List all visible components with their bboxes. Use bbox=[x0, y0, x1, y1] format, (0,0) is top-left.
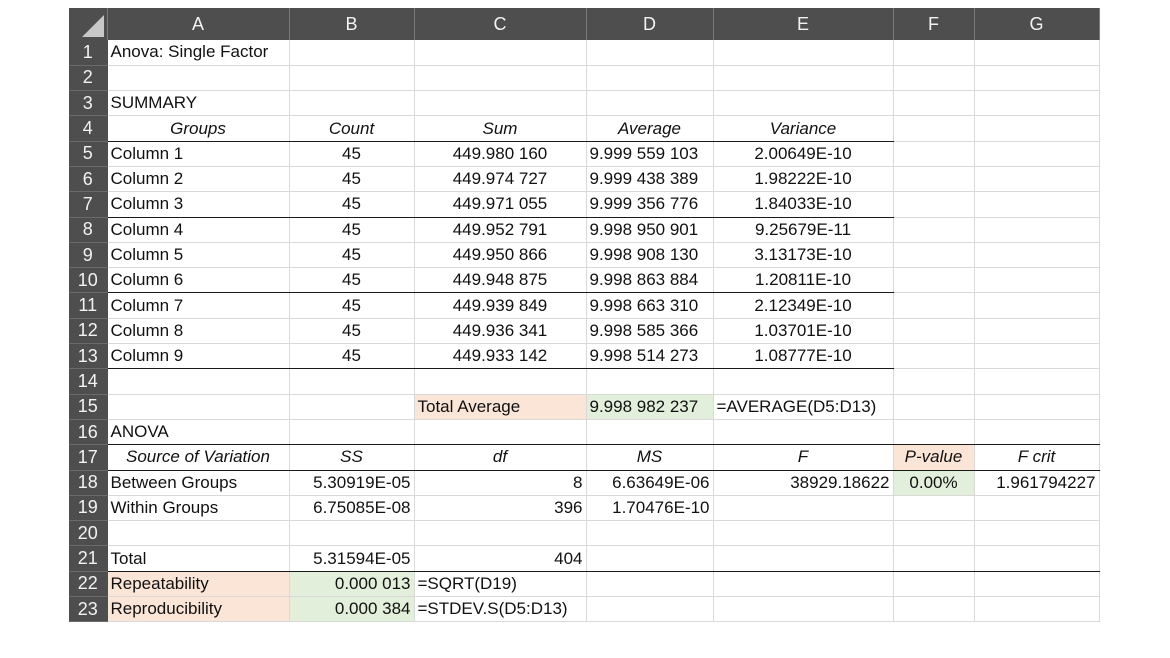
row-header-15[interactable]: 15 bbox=[69, 394, 107, 419]
cell-g9[interactable] bbox=[974, 242, 1099, 267]
cell-g12[interactable] bbox=[974, 318, 1099, 343]
cell-d4[interactable]: Average bbox=[586, 116, 713, 141]
cell-f14[interactable] bbox=[893, 369, 974, 394]
cell-b10[interactable]: 45 bbox=[289, 268, 414, 293]
cell-b8[interactable]: 45 bbox=[289, 217, 414, 242]
cell-f16[interactable] bbox=[893, 419, 974, 444]
cell-c17[interactable]: df bbox=[414, 445, 586, 470]
sheet-row-9 bbox=[69, 242, 1099, 267]
cell-g7[interactable] bbox=[974, 192, 1099, 217]
cell-c14[interactable] bbox=[414, 369, 586, 394]
cell-f17[interactable]: P-value bbox=[893, 445, 974, 470]
cell-b21[interactable]: 5.31594E-05 bbox=[289, 546, 414, 571]
cell-b13[interactable]: 45 bbox=[289, 344, 414, 369]
cell-f8[interactable] bbox=[893, 217, 974, 242]
cell-a6[interactable]: Column 2 bbox=[107, 166, 289, 191]
cell-a1[interactable]: Anova: Single Factor bbox=[107, 40, 289, 65]
cell-e5[interactable]: 2.00649E-10 bbox=[713, 141, 893, 166]
sheet-row-17 bbox=[69, 445, 1099, 470]
cell-c5[interactable]: 449.980 160 bbox=[414, 141, 586, 166]
cell-d7[interactable]: 9.999 356 776 bbox=[586, 192, 713, 217]
sheet-row-1 bbox=[69, 40, 1099, 65]
cell-f5[interactable] bbox=[893, 141, 974, 166]
row-header-22[interactable]: 22 bbox=[69, 571, 107, 596]
cell-e14[interactable] bbox=[713, 369, 893, 394]
column-header-g[interactable]: G bbox=[974, 8, 1099, 40]
cell-c8[interactable]: 449.952 791 bbox=[414, 217, 586, 242]
cell-e11[interactable]: 2.12349E-10 bbox=[713, 293, 893, 318]
cell-g20[interactable] bbox=[974, 521, 1099, 546]
cell-b12[interactable]: 45 bbox=[289, 318, 414, 343]
cell-d19[interactable]: 1.70476E-10 bbox=[586, 495, 713, 520]
cell-f18[interactable]: 0.00% bbox=[893, 470, 974, 495]
cell-f13[interactable] bbox=[893, 344, 974, 369]
cell-g23[interactable] bbox=[974, 597, 1099, 622]
cell-c7[interactable]: 449.971 055 bbox=[414, 192, 586, 217]
cell-g14[interactable] bbox=[974, 369, 1099, 394]
cell-c12[interactable]: 449.936 341 bbox=[414, 318, 586, 343]
cell-c22[interactable]: =SQRT(D19) bbox=[414, 571, 586, 596]
cell-b23[interactable]: 0.000 384 bbox=[289, 597, 414, 622]
cell-f21[interactable] bbox=[893, 546, 974, 571]
cell-a11[interactable]: Column 7 bbox=[107, 293, 289, 318]
cell-c1[interactable] bbox=[414, 40, 586, 65]
row-header-2[interactable]: 2 bbox=[69, 65, 107, 90]
cell-d5[interactable]: 9.999 559 103 bbox=[586, 141, 713, 166]
cell-e17[interactable]: F bbox=[713, 445, 893, 470]
column-header-c[interactable]: C bbox=[414, 8, 586, 40]
row-header-16[interactable]: 16 bbox=[69, 419, 107, 444]
cell-b3[interactable] bbox=[289, 91, 414, 116]
cell-c13[interactable]: 449.933 142 bbox=[414, 344, 586, 369]
cell-e21[interactable] bbox=[713, 546, 893, 571]
spreadsheet-grid bbox=[69, 8, 1100, 622]
row-header-17[interactable]: 17 bbox=[69, 445, 107, 470]
cell-f2[interactable] bbox=[893, 65, 974, 90]
cell-a13[interactable]: Column 9 bbox=[107, 344, 289, 369]
sheet-row-19 bbox=[69, 495, 1099, 520]
sheet-row-2 bbox=[69, 65, 1099, 90]
row-header-9[interactable]: 9 bbox=[69, 242, 107, 267]
cell-g17[interactable]: F crit bbox=[974, 445, 1099, 470]
sheet-row-5 bbox=[69, 141, 1099, 166]
cell-e4[interactable]: Variance bbox=[713, 116, 893, 141]
cell-e13[interactable]: 1.08777E-10 bbox=[713, 344, 893, 369]
cell-d17[interactable]: MS bbox=[586, 445, 713, 470]
row-header-10[interactable]: 10 bbox=[69, 268, 107, 293]
cell-d8[interactable]: 9.998 950 901 bbox=[586, 217, 713, 242]
cell-e1[interactable] bbox=[713, 40, 893, 65]
cell-e3[interactable] bbox=[713, 91, 893, 116]
column-header-row bbox=[69, 8, 1099, 40]
column-header-b[interactable]: B bbox=[289, 8, 414, 40]
cell-a9[interactable]: Column 5 bbox=[107, 242, 289, 267]
cell-e20[interactable] bbox=[713, 521, 893, 546]
sheet-row-20 bbox=[69, 521, 1099, 546]
cell-g2[interactable] bbox=[974, 65, 1099, 90]
cell-a18[interactable]: Between Groups bbox=[107, 470, 289, 495]
cell-g8[interactable] bbox=[974, 217, 1099, 242]
cell-d3[interactable] bbox=[586, 91, 713, 116]
cell-a19[interactable]: Within Groups bbox=[107, 495, 289, 520]
cell-a10[interactable]: Column 6 bbox=[107, 268, 289, 293]
cell-d18[interactable]: 6.63649E-06 bbox=[586, 470, 713, 495]
cell-c2[interactable] bbox=[414, 65, 586, 90]
cell-c19[interactable]: 396 bbox=[414, 495, 586, 520]
cell-d23[interactable] bbox=[586, 597, 713, 622]
row-header-11[interactable]: 11 bbox=[69, 293, 107, 318]
cell-a23[interactable]: Reproducibility bbox=[107, 597, 289, 622]
cell-e12[interactable]: 1.03701E-10 bbox=[713, 318, 893, 343]
cell-f12[interactable] bbox=[893, 318, 974, 343]
cell-f6[interactable] bbox=[893, 166, 974, 191]
cell-c10[interactable]: 449.948 875 bbox=[414, 268, 586, 293]
sheet-row-10 bbox=[69, 268, 1099, 293]
cell-g10[interactable] bbox=[974, 268, 1099, 293]
row-header-13[interactable]: 13 bbox=[69, 344, 107, 369]
row-header-7[interactable]: 7 bbox=[69, 192, 107, 217]
cell-f11[interactable] bbox=[893, 293, 974, 318]
cell-g3[interactable] bbox=[974, 91, 1099, 116]
cell-c9[interactable]: 449.950 866 bbox=[414, 242, 586, 267]
cell-g21[interactable] bbox=[974, 546, 1099, 571]
cell-d9[interactable]: 9.998 908 130 bbox=[586, 242, 713, 267]
cell-b7[interactable]: 45 bbox=[289, 192, 414, 217]
sheet-row-12 bbox=[69, 318, 1099, 343]
cell-e8[interactable]: 9.25679E-11 bbox=[713, 217, 893, 242]
cell-c3[interactable] bbox=[414, 91, 586, 116]
sheet-row-22 bbox=[69, 571, 1099, 596]
cell-a5[interactable]: Column 1 bbox=[107, 141, 289, 166]
cell-c18[interactable]: 8 bbox=[414, 470, 586, 495]
cell-g18[interactable]: 1.961794227 bbox=[974, 470, 1099, 495]
cell-c11[interactable]: 449.939 849 bbox=[414, 293, 586, 318]
cell-c23[interactable]: =STDEV.S(D5:D13) bbox=[414, 597, 586, 622]
select-all-button[interactable] bbox=[69, 8, 107, 40]
cell-c15[interactable]: Total Average bbox=[414, 394, 586, 419]
row-header-1[interactable]: 1 bbox=[69, 40, 107, 65]
cell-g4[interactable] bbox=[974, 116, 1099, 141]
cell-b5[interactable]: 45 bbox=[289, 141, 414, 166]
cell-a22[interactable]: Repeatability bbox=[107, 571, 289, 596]
cell-d15[interactable]: 9.998 982 237 bbox=[586, 394, 713, 419]
cell-d13[interactable]: 9.998 514 273 bbox=[586, 344, 713, 369]
cell-f22[interactable] bbox=[893, 571, 974, 596]
cell-e19[interactable] bbox=[713, 495, 893, 520]
cell-b16[interactable] bbox=[289, 419, 414, 444]
cell-g19[interactable] bbox=[974, 495, 1099, 520]
cell-a17[interactable]: Source of Variation bbox=[107, 445, 289, 470]
sheet-row-7 bbox=[69, 192, 1099, 217]
cell-c21[interactable]: 404 bbox=[414, 546, 586, 571]
cell-e16[interactable] bbox=[713, 419, 893, 444]
select-all-icon bbox=[82, 15, 104, 37]
sheet-row-21 bbox=[69, 546, 1099, 571]
cell-f15[interactable] bbox=[893, 394, 974, 419]
cell-b14[interactable] bbox=[289, 369, 414, 394]
cell-e22[interactable] bbox=[713, 571, 893, 596]
row-header-4[interactable]: 4 bbox=[69, 116, 107, 141]
row-header-18[interactable]: 18 bbox=[69, 470, 107, 495]
cell-b19[interactable]: 6.75085E-08 bbox=[289, 495, 414, 520]
cell-c16[interactable] bbox=[414, 419, 586, 444]
cell-f3[interactable] bbox=[893, 91, 974, 116]
cell-g6[interactable] bbox=[974, 166, 1099, 191]
cell-d20[interactable] bbox=[586, 521, 713, 546]
cell-c20[interactable] bbox=[414, 521, 586, 546]
row-header-5[interactable]: 5 bbox=[69, 141, 107, 166]
cell-e10[interactable]: 1.20811E-10 bbox=[713, 268, 893, 293]
cell-f1[interactable] bbox=[893, 40, 974, 65]
row-header-8[interactable]: 8 bbox=[69, 217, 107, 242]
cell-g11[interactable] bbox=[974, 293, 1099, 318]
cell-b6[interactable]: 45 bbox=[289, 166, 414, 191]
cell-a3[interactable]: SUMMARY bbox=[107, 91, 289, 116]
cell-f10[interactable] bbox=[893, 268, 974, 293]
sheet-row-18 bbox=[69, 470, 1099, 495]
cell-a20[interactable] bbox=[107, 521, 289, 546]
cell-a12[interactable]: Column 8 bbox=[107, 318, 289, 343]
cell-e15[interactable]: =AVERAGE(D5:D13) bbox=[713, 394, 893, 419]
cell-a4[interactable]: Groups bbox=[107, 116, 289, 141]
cell-d10[interactable]: 9.998 863 884 bbox=[586, 268, 713, 293]
sheet-row-4 bbox=[69, 116, 1099, 141]
cell-b4[interactable]: Count bbox=[289, 116, 414, 141]
cell-e23[interactable] bbox=[713, 597, 893, 622]
row-header-12[interactable]: 12 bbox=[69, 318, 107, 343]
cell-d1[interactable] bbox=[586, 40, 713, 65]
row-header-20[interactable]: 20 bbox=[69, 521, 107, 546]
cell-b2[interactable] bbox=[289, 65, 414, 90]
cell-c4[interactable]: Sum bbox=[414, 116, 586, 141]
column-header-a[interactable]: A bbox=[107, 8, 289, 40]
cell-e7[interactable]: 1.84033E-10 bbox=[713, 192, 893, 217]
cell-a8[interactable]: Column 4 bbox=[107, 217, 289, 242]
column-header-e[interactable]: E bbox=[713, 8, 893, 40]
sheet-row-14 bbox=[69, 369, 1099, 394]
cell-b17[interactable]: SS bbox=[289, 445, 414, 470]
column-header-d[interactable]: D bbox=[586, 8, 713, 40]
sheet-row-16 bbox=[69, 419, 1099, 444]
cell-b15[interactable] bbox=[289, 394, 414, 419]
cell-e2[interactable] bbox=[713, 65, 893, 90]
cell-b18[interactable]: 5.30919E-05 bbox=[289, 470, 414, 495]
cell-g15[interactable] bbox=[974, 394, 1099, 419]
cell-a14[interactable] bbox=[107, 369, 289, 394]
row-header-23[interactable]: 23 bbox=[69, 597, 107, 622]
cell-a15[interactable] bbox=[107, 394, 289, 419]
cell-c6[interactable]: 449.974 727 bbox=[414, 166, 586, 191]
cell-g1[interactable] bbox=[974, 40, 1099, 65]
cell-g5[interactable] bbox=[974, 141, 1099, 166]
cell-g22[interactable] bbox=[974, 571, 1099, 596]
cell-d2[interactable] bbox=[586, 65, 713, 90]
cell-f4[interactable] bbox=[893, 116, 974, 141]
grid-body bbox=[69, 40, 1099, 622]
cell-b20[interactable] bbox=[289, 521, 414, 546]
cell-g16[interactable] bbox=[974, 419, 1099, 444]
cell-d22[interactable] bbox=[586, 571, 713, 596]
cell-a7[interactable]: Column 3 bbox=[107, 192, 289, 217]
cell-f19[interactable] bbox=[893, 495, 974, 520]
row-header-6[interactable]: 6 bbox=[69, 166, 107, 191]
cell-b11[interactable]: 45 bbox=[289, 293, 414, 318]
cell-e6[interactable]: 1.98222E-10 bbox=[713, 166, 893, 191]
row-header-21[interactable]: 21 bbox=[69, 546, 107, 571]
sheet-row-23 bbox=[69, 597, 1099, 622]
cell-f9[interactable] bbox=[893, 242, 974, 267]
row-header-14[interactable]: 14 bbox=[69, 369, 107, 394]
sheet-row-3 bbox=[69, 91, 1099, 116]
sheet-row-8 bbox=[69, 217, 1099, 242]
cell-d14[interactable] bbox=[586, 369, 713, 394]
cell-a2[interactable] bbox=[107, 65, 289, 90]
sheet-row-15 bbox=[69, 394, 1099, 419]
cell-a21[interactable]: Total bbox=[107, 546, 289, 571]
cell-g13[interactable] bbox=[974, 344, 1099, 369]
sheet-row-11 bbox=[69, 293, 1099, 318]
cell-b22[interactable]: 0.000 013 bbox=[289, 571, 414, 596]
cell-d16[interactable] bbox=[586, 419, 713, 444]
cell-d12[interactable]: 9.998 585 366 bbox=[586, 318, 713, 343]
cell-d21[interactable] bbox=[586, 546, 713, 571]
sheet-row-6 bbox=[69, 166, 1099, 191]
cell-b9[interactable]: 45 bbox=[289, 242, 414, 267]
column-header-f[interactable]: F bbox=[893, 8, 974, 40]
row-header-19[interactable]: 19 bbox=[69, 495, 107, 520]
cell-f7[interactable] bbox=[893, 192, 974, 217]
cell-f23[interactable] bbox=[893, 597, 974, 622]
cell-b1[interactable] bbox=[289, 40, 414, 65]
cell-d11[interactable]: 9.998 663 310 bbox=[586, 293, 713, 318]
cell-e18[interactable]: 38929.18622 bbox=[713, 470, 893, 495]
cell-f20[interactable] bbox=[893, 521, 974, 546]
cell-e9[interactable]: 3.13173E-10 bbox=[713, 242, 893, 267]
cell-a16[interactable]: ANOVA bbox=[107, 419, 289, 444]
cell-d6[interactable]: 9.999 438 389 bbox=[586, 166, 713, 191]
sheet-row-13 bbox=[69, 344, 1099, 369]
row-header-3[interactable]: 3 bbox=[69, 91, 107, 116]
